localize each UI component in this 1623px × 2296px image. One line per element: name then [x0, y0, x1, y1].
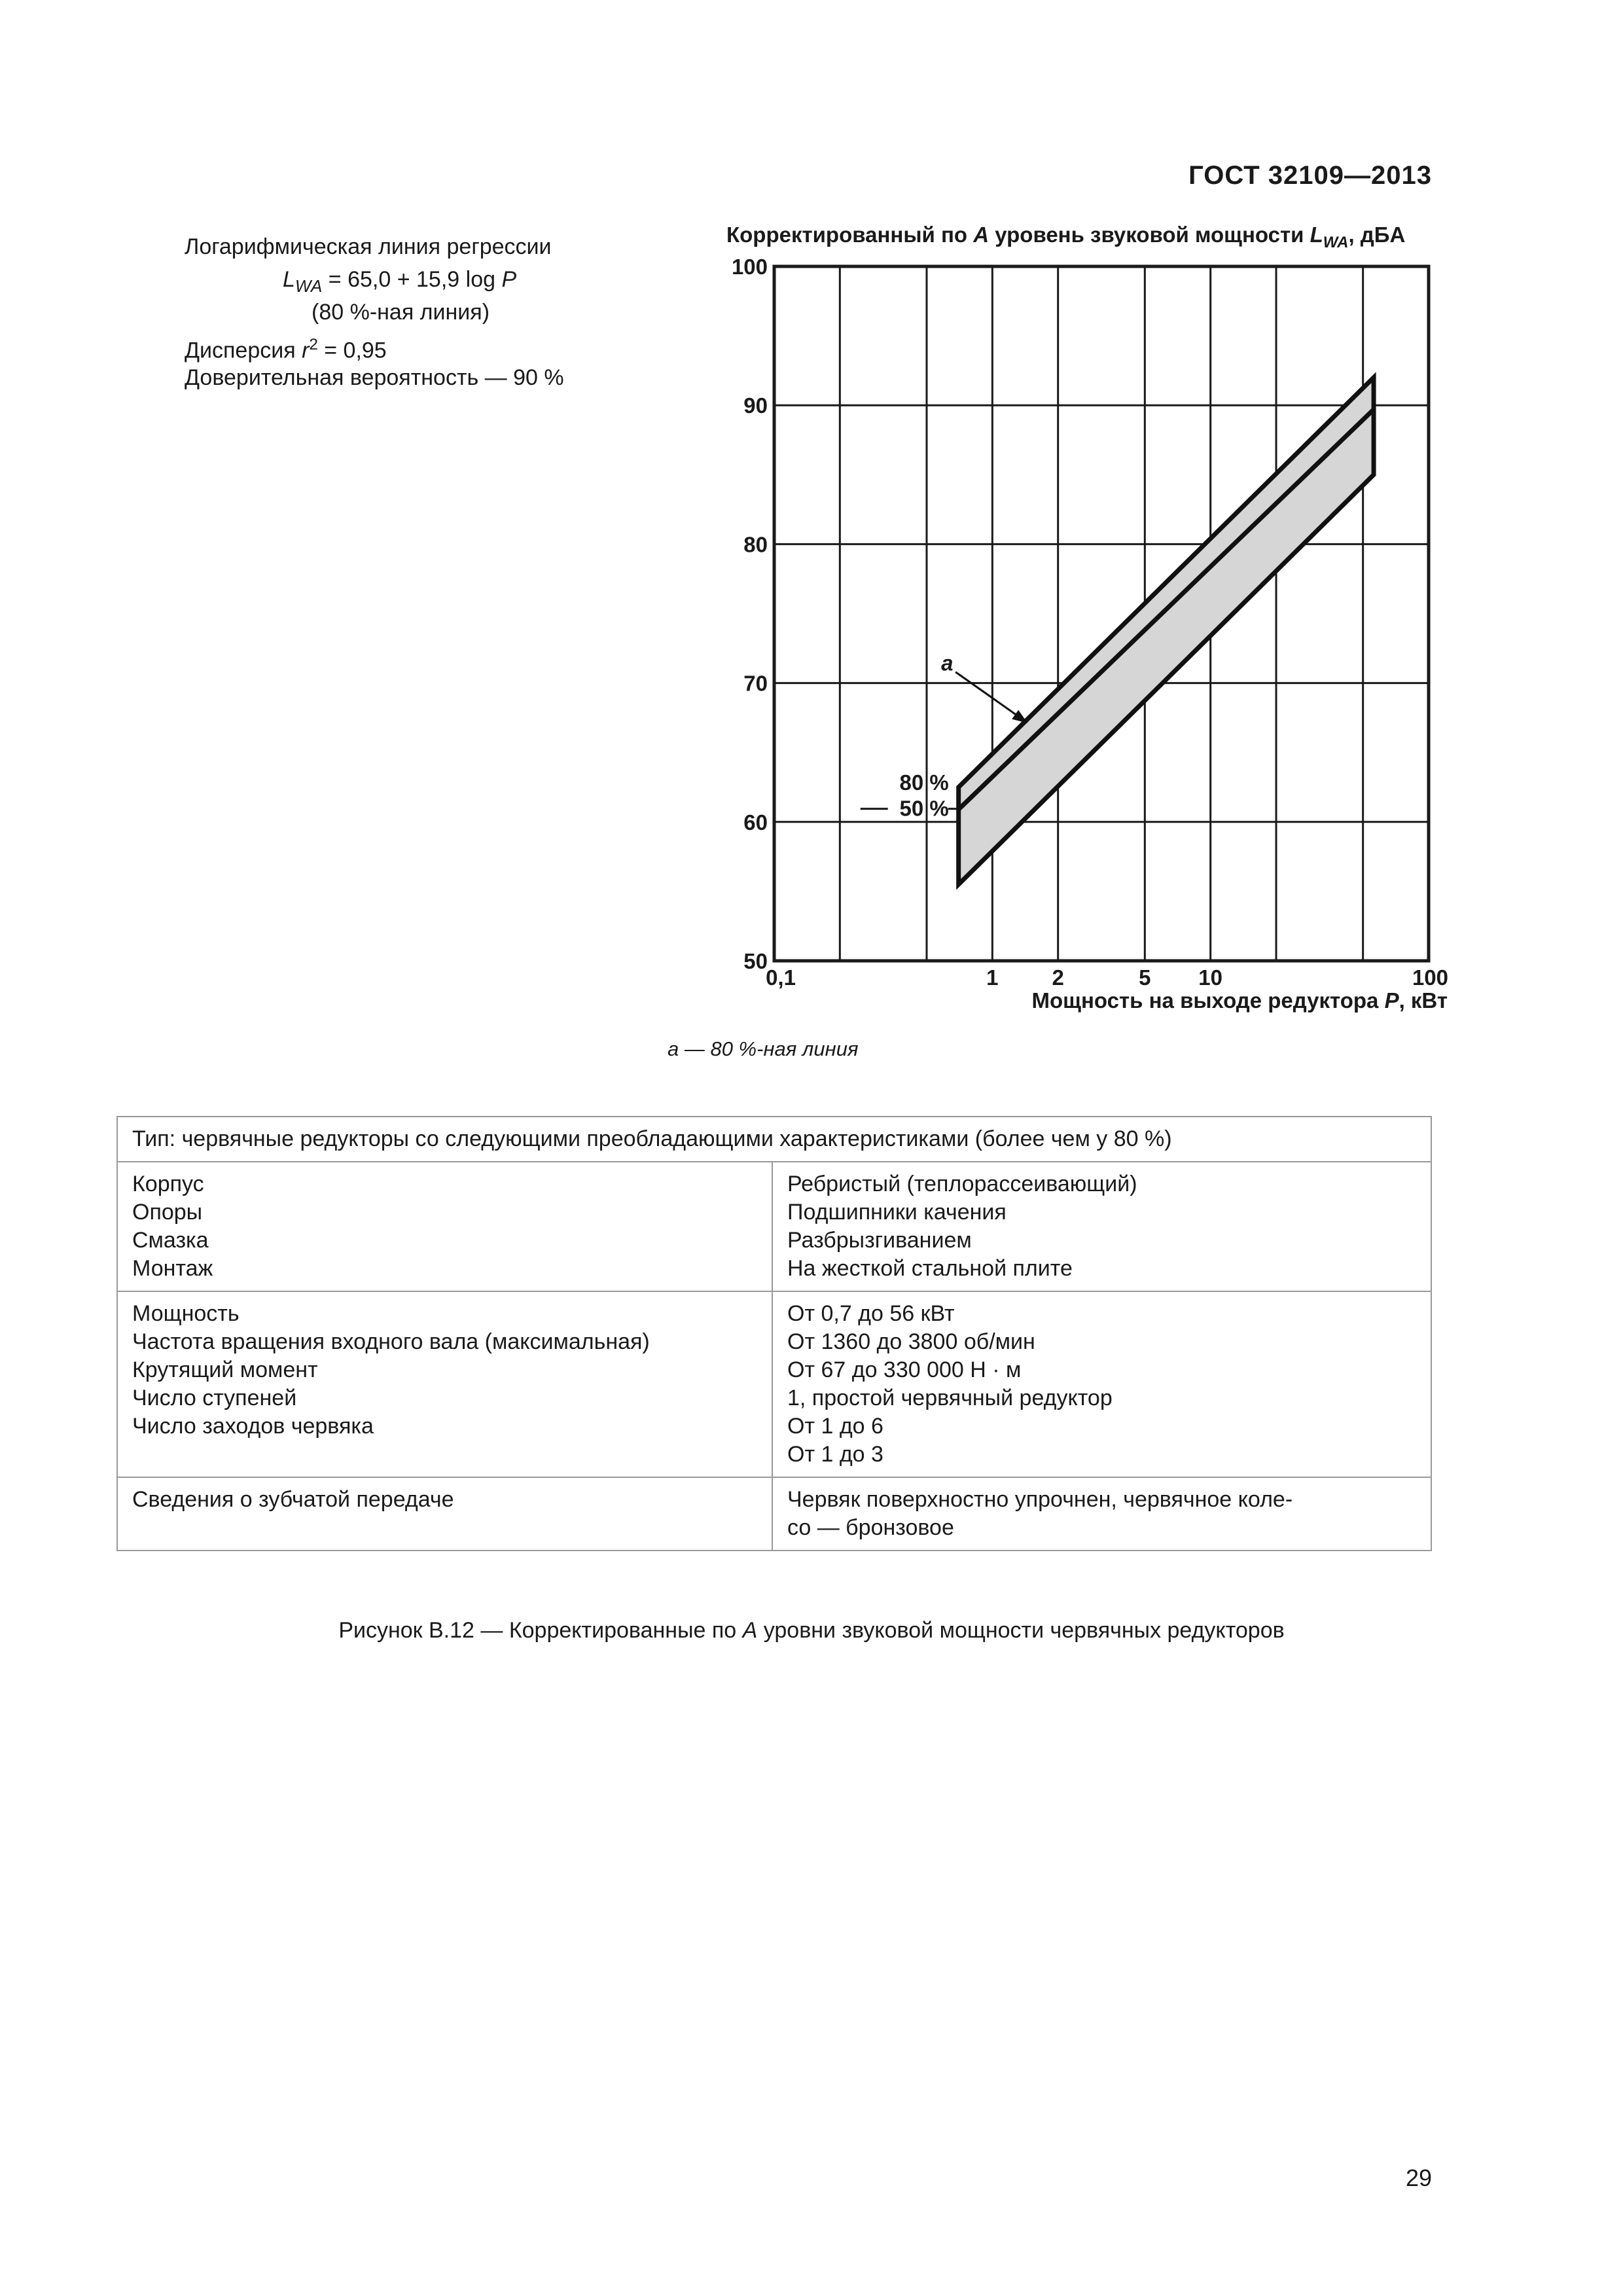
dispersion-value: = 0,95: [317, 338, 387, 363]
chart-band: [959, 378, 1374, 885]
param-label: Число ступеней: [132, 1386, 297, 1410]
y-tick-label: 60: [743, 810, 768, 834]
chart-title: Корректированный по A уровень звуковой мощности $L_{WA}$, дБA: [726, 223, 1406, 251]
param-value: Ребристый (теплорассеивающий): [787, 1172, 1137, 1196]
x-tick-label: 1: [986, 965, 999, 990]
param-value-line1: Червяк поверхностно упрочнен, червячное коле-: [787, 1487, 1293, 1512]
param-value: Разбрызгиванием: [787, 1228, 972, 1253]
x-axis-label: Мощность на выходе редуктора P, кВт: [1031, 988, 1448, 1013]
param-label: Корпус: [132, 1172, 204, 1196]
page-number: 29: [1405, 2164, 1432, 2191]
x-tick-label: 5: [1139, 965, 1151, 990]
param-value: На жесткой стальной плите: [787, 1256, 1073, 1281]
formula-subscript: WA: [294, 276, 323, 296]
param-value-line2: со — бронзовое: [787, 1515, 954, 1540]
param-value: От 1 до 6: [787, 1414, 883, 1439]
confidence-level: Доверительная вероятность — 90 %: [185, 365, 564, 390]
param-label: Крутящий момент: [132, 1357, 318, 1382]
characteristics-table: [116, 1116, 1432, 1551]
annotation-a-arrowhead: [1012, 710, 1027, 723]
x-tick-label: 2: [1052, 965, 1064, 990]
param-label: Монтаж: [132, 1256, 213, 1281]
param-label: Опоры: [132, 1200, 203, 1225]
table-row: [117, 1291, 1431, 1477]
group1-params: [117, 1162, 772, 1291]
param-value: Подшипники качения: [787, 1200, 1007, 1225]
caption-italic-a: A: [742, 1618, 758, 1643]
param-value: От 0,7 до 56 кВт: [787, 1301, 955, 1326]
param-value: От 1360 до 3800 об/мин: [787, 1329, 1035, 1354]
y-tick-label: 100: [731, 255, 768, 279]
param-label: Частота вращения входного вала (максимальная): [132, 1329, 650, 1354]
band-area: [959, 378, 1374, 885]
annotation-a-arrow-line: [955, 672, 1022, 719]
dispersion-r: r: [302, 338, 310, 363]
y-tick-label: 70: [743, 671, 768, 696]
group3-value: [772, 1477, 1431, 1551]
noise-chart: [707, 216, 1479, 1028]
param-value: От 67 до 330 000 Н · м: [787, 1357, 1022, 1382]
formula-p: P: [501, 267, 517, 292]
param-value: 1, простой червячный редуктор: [787, 1386, 1113, 1410]
param-label: Число заходов червяка: [132, 1414, 374, 1439]
y-tick-label: 50: [743, 949, 768, 973]
document-header: ГОСТ 32109—2013: [1188, 161, 1432, 190]
regression-title: Логарифмическая линия регрессии: [185, 234, 552, 259]
dispersion-label: Дисперсия: [185, 338, 302, 363]
x-tick-label: 0,1: [766, 965, 796, 990]
plot-frame: [774, 266, 1429, 961]
label-80-percent: 80 %: [899, 770, 949, 795]
group2-params: [117, 1291, 772, 1477]
legend-a: a — 80 %-ная линия: [668, 1037, 859, 1060]
group2-values: [772, 1291, 1431, 1477]
y-tick-label: 80: [743, 532, 768, 557]
dispersion-exponent: 2: [309, 336, 318, 353]
y-tick-label: 90: [743, 393, 768, 418]
formula-l: L: [283, 267, 295, 292]
table-row: [117, 1162, 1431, 1291]
line-note: (80 %-ная линия): [312, 300, 490, 325]
param-value: От 1 до 3: [787, 1442, 883, 1467]
figure-caption: [0, 1618, 1623, 1643]
table-header-row: [117, 1117, 1431, 1162]
table-row: [117, 1477, 1431, 1551]
x-tick-label: 100: [1412, 965, 1448, 990]
group3-param: Сведения о зубчатой передаче: [117, 1477, 772, 1551]
annotation-a: a: [941, 651, 954, 675]
param-label: Мощность: [132, 1301, 240, 1326]
x-tick-label: 10: [1198, 965, 1223, 990]
caption-text: Рисунок В.12 — Корректированные по: [338, 1618, 743, 1643]
param-label: Смазка: [132, 1228, 209, 1253]
series-line-50: [959, 410, 1374, 810]
table-header: Тип: червячные редукторы со следующими преобладающими характеристиками (более чем у 80 %): [117, 1117, 1431, 1162]
chart-grid: [774, 266, 1429, 961]
caption-text-end: уровни звуковой мощности червячных редукторов: [757, 1618, 1285, 1643]
label-50-percent: 50 %: [899, 796, 949, 821]
group1-values: [772, 1162, 1431, 1291]
formula-body: = 65,0 + 15,9 log: [322, 267, 502, 292]
